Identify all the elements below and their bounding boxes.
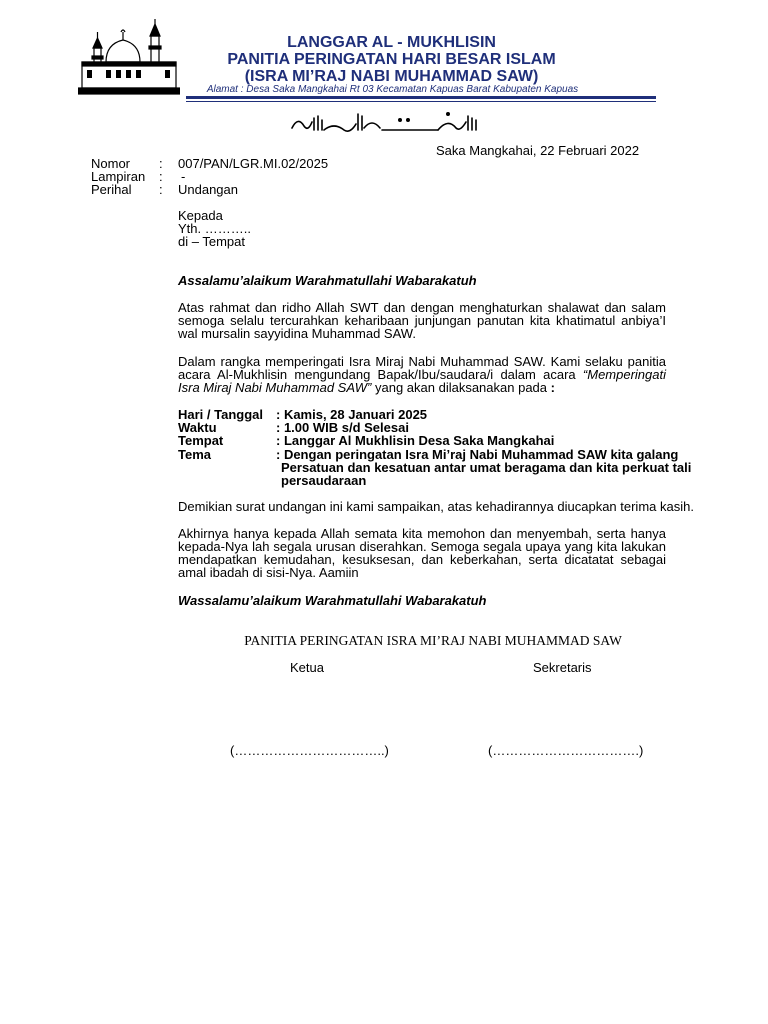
- paragraph-invitation-colon: :: [550, 380, 555, 395]
- detail-value-theme: : Dengan peringatan Isra Mi’raj Nabi Muhammad SAW kita galang: [276, 447, 679, 462]
- mosque-logo: [78, 18, 180, 96]
- meta-colon: :: [159, 182, 163, 197]
- bismillah-calligraphy: [288, 108, 484, 136]
- meta-label-perihal: Perihal: [91, 182, 132, 197]
- closing-salutation: Wassalamu’alaikum Warahmatullahi Wabarakatuh: [178, 593, 487, 608]
- meta-label-lampiran: Lampiran: [91, 169, 146, 184]
- paragraph-opening: Atas rahmat dan ridho Allah SWT dan dengan menghaturkan shalawat dan salam semoga selalu tercurahkan keharibaan junjungan panutan kita khatimatul anbiya’I wal mursalin sayyidina Muhammad SAW.: [178, 300, 666, 341]
- recipient-line: Yth. ………..: [178, 221, 251, 236]
- meta-value-perihal: Undangan: [178, 182, 238, 197]
- detail-value-theme-cont: persaudaraan: [281, 473, 367, 488]
- paragraph-invitation-text: yang akan dilaksanakan pada: [371, 380, 551, 395]
- detail-label-theme: Tema: [178, 447, 211, 462]
- recipient-line: Kepada: [178, 208, 223, 223]
- signature-role-secretary: Sekretaris: [533, 660, 592, 675]
- meta-label-nomor: Nomor: [91, 156, 131, 171]
- detail-label-time: Waktu: [178, 420, 217, 435]
- paragraph-prayer: Akhirnya hanya kepada Allah semata kita memohon dan menyembah, serta hanya kepada-Nya lah segala urusan diserahkan. Semoga segala upaya yang kita lakukan mendapatkan kemudahan, kesuksesan, dan keberkahan, serta dicatatat sebagai amal ibadah di sisi-Nya. Aamiin: [178, 526, 666, 580]
- letterhead-line-1: LANGGAR AL - MUKHLISIN: [287, 34, 496, 51]
- event-title: “Memperingati Isra Miraj Nabi Muhammad SAW”: [178, 367, 666, 395]
- detail-value-place: : Langgar Al Mukhlisin Desa Saka Mangkahai: [276, 433, 555, 448]
- committee-name: PANITIA PERINGATAN ISRA MI’RAJ NABI MUHAMMAD SAW: [244, 633, 622, 648]
- greeting: Assalamu’alaikum Warahmatullahi Wabarakatuh: [178, 273, 477, 288]
- signature-blank-secretary: (…………………………….): [488, 743, 644, 758]
- letterhead-line-2: PANITIA PERINGATAN HARI BESAR ISLAM: [227, 51, 556, 68]
- detail-value-date: : Kamis, 28 Januari 2025: [276, 407, 428, 422]
- letterhead-address: Alamat : Desa Saka Mangkahai Rt 03 Kecamatan Kapuas Barat Kabupaten Kapuas: [206, 84, 579, 95]
- meta-colon: :: [159, 169, 163, 184]
- letter-date: Saka Mangkahai, 22 Februari 2022: [436, 143, 640, 158]
- letterhead-rule-thin: [186, 101, 656, 102]
- meta-value-nomor: 007/PAN/LGR.MI.02/2025: [178, 156, 329, 171]
- meta-value-lampiran: -: [181, 169, 186, 184]
- paragraph-invitation: [178, 355, 666, 394]
- signature-blank-chair: (……………………………..): [230, 743, 389, 758]
- detail-label-place: Tempat: [178, 433, 224, 448]
- signature-role-chair: Ketua: [290, 660, 324, 675]
- meta-colon: :: [159, 156, 163, 171]
- recipient-line: di – Tempat: [178, 234, 245, 249]
- letterhead-rule-thick: [186, 96, 656, 99]
- detail-value-time: : 1.00 WIB s/d Selesai: [276, 420, 409, 435]
- detail-value-theme-cont: Persatuan dan kesatuan antar umat beragama dan kita perkuat tali: [281, 460, 692, 475]
- letterhead-line-3: (ISRA MI’RAJ NABI MUHAMMAD SAW): [244, 68, 539, 85]
- paragraph-invitation-text: Dalam rangka memperingati Isra Miraj Nabi Muhammad SAW. Kami selaku panitia acara Al-Mukhlisin mengundang Bapak/Ibu/saudara/i dalam acara: [178, 354, 666, 382]
- detail-label-date: Hari / Tanggal: [178, 407, 263, 422]
- paragraph-thanks: Demikian surat undangan ini kami sampaikan, atas kehadirannya diucapkan terima kasih.: [178, 499, 694, 514]
